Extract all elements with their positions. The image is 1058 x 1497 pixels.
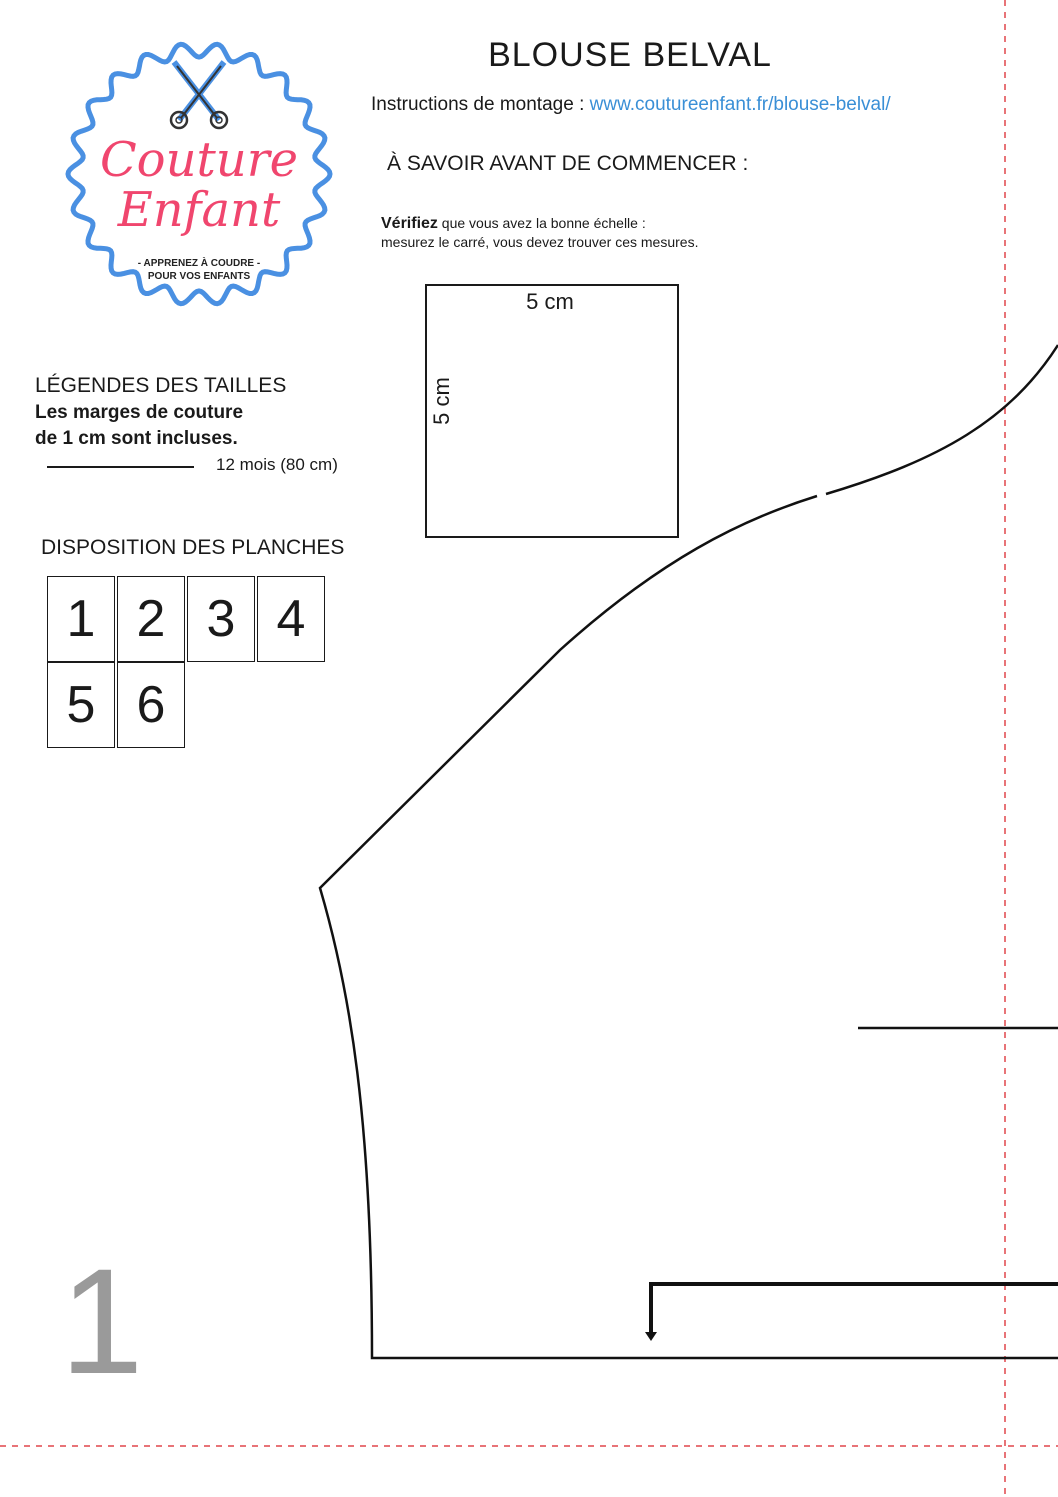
sheet-cell: 2 [117,576,185,662]
verify-line2: mesurez le carré, vous devez trouver ces mesures. [381,234,699,250]
legend-note-line1: Les marges de couture [35,402,244,423]
sheet-cell: 1 [47,576,115,662]
verify-bold: Vérifiez [381,215,438,232]
page-number: 1 [60,1237,144,1405]
sheet-cell: 4 [257,576,325,662]
scale-side-label: 5 cm [428,377,454,425]
savoir-heading: À SAVOIR AVANT DE COMMENCER : [387,152,749,175]
scale-top-label: 5 cm [526,289,574,314]
legend-note-line2: de 1 cm sont incluses. [35,428,238,449]
sheet-cell: 6 [117,662,185,748]
legend-note [35,400,243,452]
pattern-outline-shoulder [320,496,1058,1358]
logo-badge-icon [62,38,336,310]
sheet-cell: 3 [187,576,255,662]
grainline-arrow [651,1284,1058,1335]
page-title: BLOUSE BELVAL [488,36,772,74]
logo-tagline1: - APPRENEZ À COUDRE - [137,258,261,269]
scale-square [425,284,679,538]
verify-text [381,214,698,252]
disposition-title: DISPOSITION DES PLANCHES [41,536,345,559]
grainline-arrowhead [645,1332,657,1341]
instructions-link[interactable]: www.coutureenfant.fr/blouse-belval/ [589,94,891,115]
logo-tagline2: POUR VOS ENFANTS [147,271,251,282]
legend-line-sample [47,466,194,468]
instructions-line [371,94,891,116]
couture-enfant-logo [62,38,336,310]
pattern-outline-armhole [826,345,1058,494]
sheet-cell: 5 [47,662,115,748]
logo-line2: Enfant [117,182,281,238]
logo-line1: Couture [99,132,299,188]
legend-size-label: 12 mois (80 cm) [216,455,338,474]
disposition-grid [47,576,327,750]
legend-title: LÉGENDES DES TAILLES [35,374,287,397]
instructions-label: Instructions de montage : [371,94,590,115]
verify-line1: que vous avez la bonne échelle : [437,215,646,231]
